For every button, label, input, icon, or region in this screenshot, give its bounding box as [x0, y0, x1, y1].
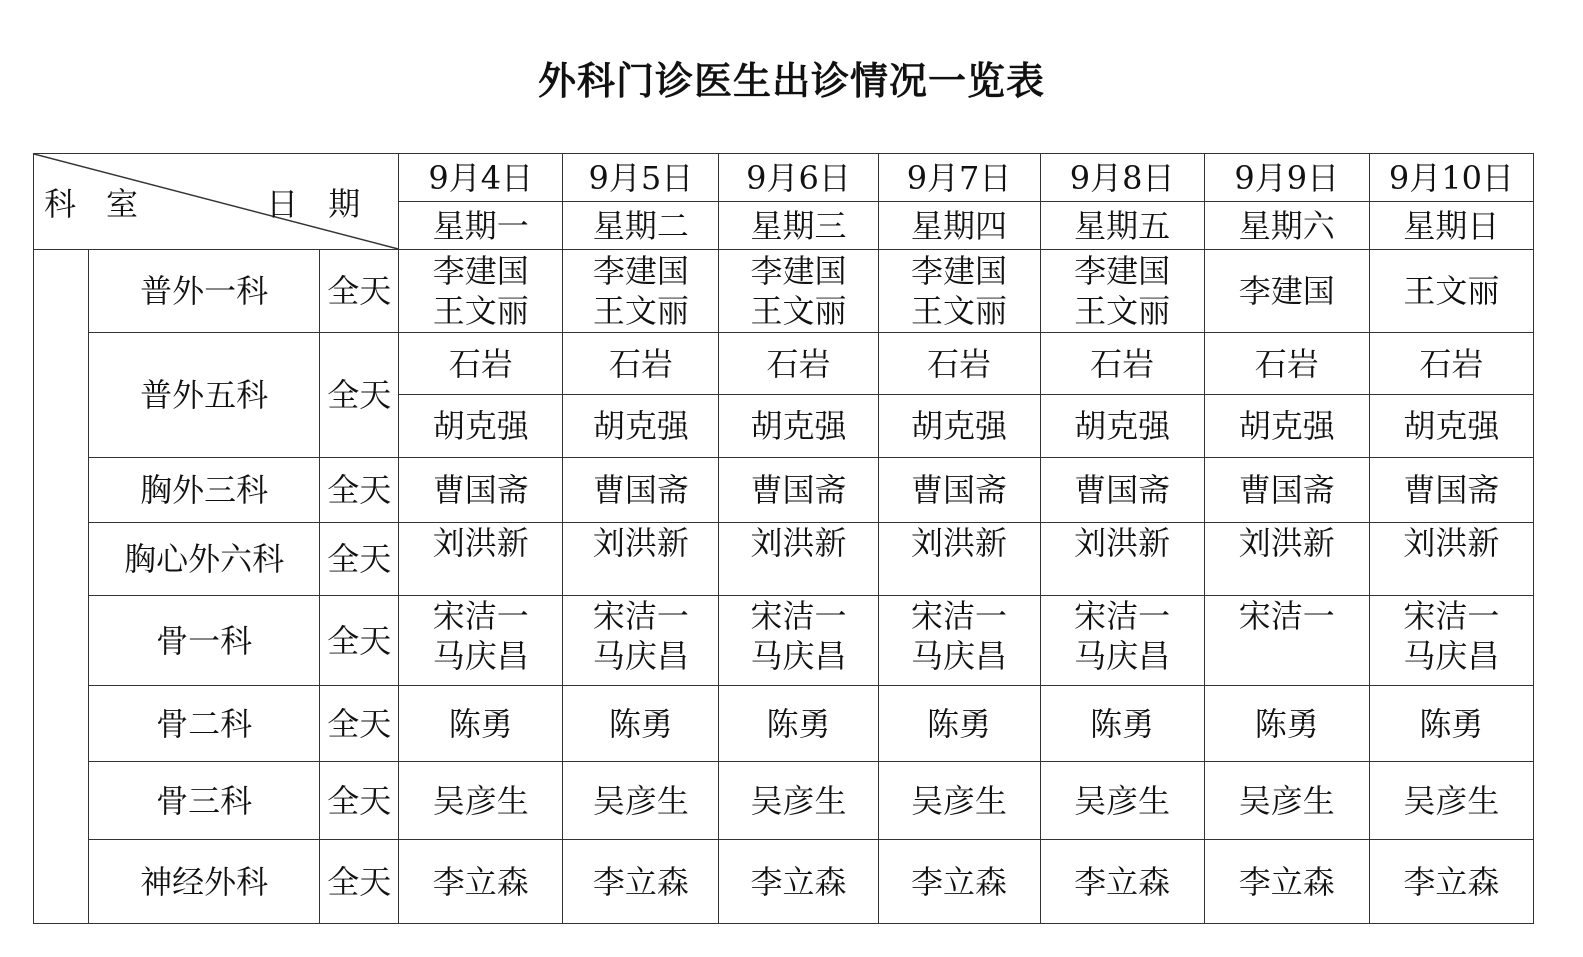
time-slot: 全天 — [320, 762, 399, 840]
department-name: 神经外科 — [89, 840, 320, 924]
date-header: 9月4日 — [399, 154, 563, 202]
date-header: 9月10日 — [1369, 154, 1533, 202]
table-row — [34, 250, 1534, 333]
doctor-cell: 宋洁一 — [1204, 596, 1369, 686]
doctor-cell: 李立森 — [1040, 840, 1204, 924]
weekday-header: 星期五 — [1040, 202, 1204, 250]
time-slot: 全天 — [320, 250, 399, 333]
weekday-header: 星期四 — [878, 202, 1040, 250]
doctor-cell: 曹国斋 — [399, 458, 563, 523]
doctor-cell: 吴彦生 — [399, 762, 563, 840]
doctor-cell: 陈勇 — [563, 686, 719, 762]
corner-label-date: 日期 — [266, 185, 391, 223]
doctor-cell: 胡克强 — [399, 395, 563, 458]
doctor-cell: 陈勇 — [1040, 686, 1204, 762]
weekday-header: 星期二 — [563, 202, 719, 250]
doctor-cell: 胡克强 — [1204, 395, 1369, 458]
doctor-cell: 李立森 — [1369, 840, 1533, 924]
doctor-cell: 陈勇 — [399, 686, 563, 762]
doctor-cell: 李建国 王文丽 — [878, 250, 1040, 333]
doctor-cell: 胡克强 — [1040, 395, 1204, 458]
doctor-cell: 胡克强 — [563, 395, 719, 458]
table-row — [34, 596, 1534, 686]
doctor-cell: 陈勇 — [878, 686, 1040, 762]
department-name: 骨二科 — [89, 686, 320, 762]
doctor-cell: 宋洁一 马庆昌 — [1040, 596, 1204, 686]
doctor-cell: 刘洪新 — [1369, 523, 1533, 596]
time-slot: 全天 — [320, 686, 399, 762]
schedule-table — [33, 153, 1534, 924]
doctor-cell: 曹国斋 — [878, 458, 1040, 523]
doctor-cell: 石岩 — [1204, 333, 1369, 395]
weekday-header: 星期一 — [399, 202, 563, 250]
doctor-cell: 李建国 王文丽 — [399, 250, 563, 333]
doctor-cell: 刘洪新 — [399, 523, 563, 596]
doctor-cell: 李立森 — [563, 840, 719, 924]
doctor-cell: 石岩 — [563, 333, 719, 395]
page-title: 外科门诊医生出诊情况一览表 — [537, 59, 1045, 103]
doctor-cell: 吴彦生 — [719, 762, 878, 840]
doctor-cell: 李建国 王文丽 — [719, 250, 878, 333]
weekday-header: 星期三 — [719, 202, 878, 250]
table-row — [34, 333, 1534, 395]
doctor-cell: 吴彦生 — [1369, 762, 1533, 840]
corner-label-department: 科室 — [44, 185, 169, 223]
doctor-cell: 胡克强 — [1369, 395, 1533, 458]
doctor-cell: 吴彦生 — [563, 762, 719, 840]
table-row — [34, 762, 1534, 840]
date-header: 9月6日 — [719, 154, 878, 202]
department-name: 骨三科 — [89, 762, 320, 840]
doctor-cell: 宋洁一 马庆昌 — [719, 596, 878, 686]
doctor-cell: 胡克强 — [719, 395, 878, 458]
doctor-cell: 陈勇 — [1369, 686, 1533, 762]
doctor-cell: 石岩 — [1369, 333, 1533, 395]
date-header: 9月5日 — [563, 154, 719, 202]
time-slot: 全天 — [320, 333, 399, 458]
doctor-cell: 曹国斋 — [719, 458, 878, 523]
time-slot: 全天 — [320, 596, 399, 686]
doctor-cell: 李立森 — [878, 840, 1040, 924]
doctor-cell: 胡克强 — [878, 395, 1040, 458]
doctor-cell: 王文丽 — [1369, 250, 1533, 333]
doctor-cell: 陈勇 — [1204, 686, 1369, 762]
table-row — [34, 458, 1534, 523]
doctor-cell: 陈勇 — [719, 686, 878, 762]
department-name: 骨一科 — [89, 596, 320, 686]
doctor-cell: 刘洪新 — [719, 523, 878, 596]
date-header: 9月9日 — [1204, 154, 1369, 202]
doctor-cell: 李立森 — [1204, 840, 1369, 924]
doctor-cell: 刘洪新 — [1040, 523, 1204, 596]
doctor-cell: 吴彦生 — [878, 762, 1040, 840]
doctor-cell: 李建国 王文丽 — [1040, 250, 1204, 333]
doctor-cell: 刘洪新 — [563, 523, 719, 596]
time-slot: 全天 — [320, 840, 399, 924]
doctor-cell: 宋洁一 马庆昌 — [878, 596, 1040, 686]
table-row — [34, 523, 1534, 596]
doctor-cell: 宋洁一 马庆昌 — [1369, 596, 1533, 686]
doctor-cell: 石岩 — [399, 333, 563, 395]
department-name: 普外五科 — [89, 333, 320, 458]
doctor-cell: 石岩 — [719, 333, 878, 395]
doctor-cell: 李建国 王文丽 — [563, 250, 719, 333]
doctor-cell: 刘洪新 — [878, 523, 1040, 596]
department-name: 胸心外六科 — [89, 523, 320, 596]
doctor-cell: 宋洁一 马庆昌 — [399, 596, 563, 686]
weekday-header: 星期六 — [1204, 202, 1369, 250]
time-slot: 全天 — [320, 523, 399, 596]
table-row — [34, 686, 1534, 762]
doctor-cell: 石岩 — [1040, 333, 1204, 395]
doctor-cell: 李立森 — [399, 840, 563, 924]
department-name: 胸外三科 — [89, 458, 320, 523]
doctor-cell: 宋洁一 马庆昌 — [563, 596, 719, 686]
doctor-cell: 李立森 — [719, 840, 878, 924]
doctor-cell: 曹国斋 — [1040, 458, 1204, 523]
date-header: 9月8日 — [1040, 154, 1204, 202]
doctor-cell: 曹国斋 — [563, 458, 719, 523]
doctor-cell: 吴彦生 — [1040, 762, 1204, 840]
group-column — [34, 250, 89, 924]
date-header: 9月7日 — [878, 154, 1040, 202]
time-slot: 全天 — [320, 458, 399, 523]
department-name: 普外一科 — [89, 250, 320, 333]
corner-header — [34, 154, 399, 250]
doctor-cell: 刘洪新 — [1204, 523, 1369, 596]
table-row — [34, 840, 1534, 924]
doctor-cell: 曹国斋 — [1204, 458, 1369, 523]
weekday-header: 星期日 — [1369, 202, 1533, 250]
doctor-cell: 曹国斋 — [1369, 458, 1533, 523]
doctor-cell: 李建国 — [1204, 250, 1369, 333]
doctor-cell: 吴彦生 — [1204, 762, 1369, 840]
doctor-cell: 石岩 — [878, 333, 1040, 395]
